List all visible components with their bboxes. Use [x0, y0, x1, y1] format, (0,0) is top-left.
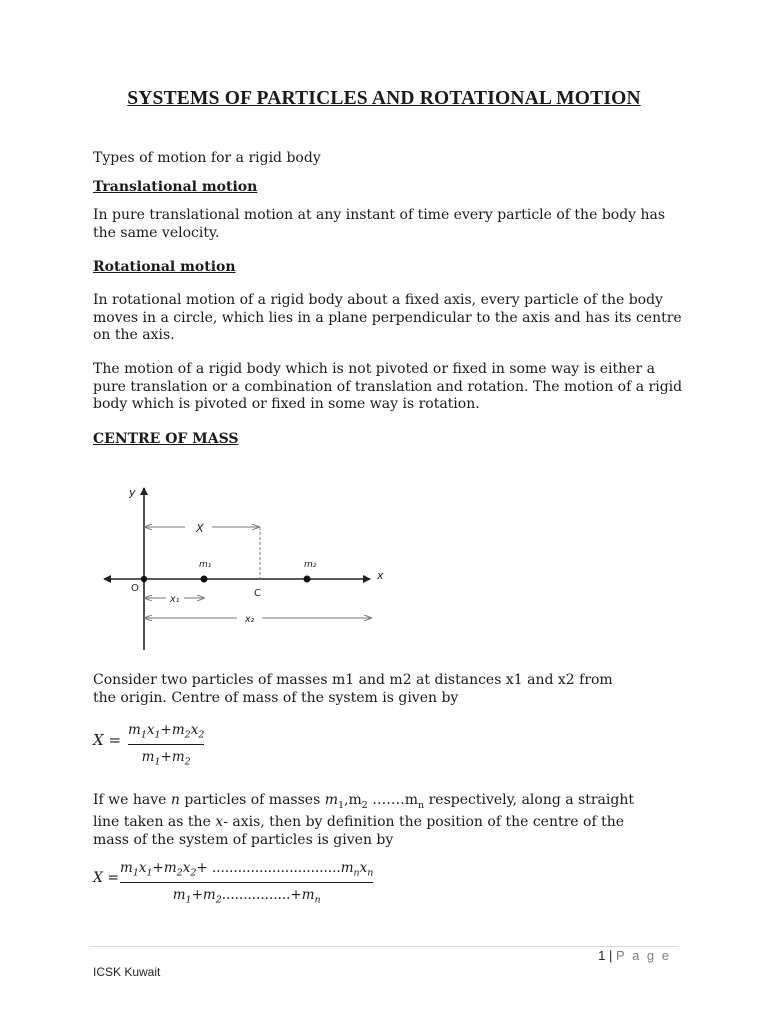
- x1-label: x₁: [170, 594, 180, 605]
- centre-of-mass-diagram: [95, 478, 395, 653]
- centre-of-mass-heading: CENTRE OF MASS: [93, 431, 239, 447]
- footer-divider: [90, 946, 678, 947]
- equation-2-lhs: X =: [93, 870, 120, 886]
- y-axis-label: y: [129, 486, 136, 499]
- com-n-particles-text: [93, 792, 683, 849]
- origin-point: [141, 576, 147, 582]
- mass-1-label: m₁: [199, 560, 212, 570]
- rotational-text-2: The motion of a rigid body which is not pivoted or fixed in some way is either a pure translation or a combination of translation and rotation. The motion of a rigid body which is pivoted or fixed in some way is rotation.: [93, 361, 683, 412]
- translational-text: In pure translational motion at any instant of time every particle of the body has the same velocity.: [93, 207, 666, 241]
- equation-2-denominator: $m_1+m_2................+m_n$: [172, 886, 321, 906]
- mass-1-point: [201, 576, 208, 583]
- rotational-heading: Rotational motion: [93, 259, 236, 275]
- com-n-text-line-1: If we have n particles of masses $m_1,m_2$ $\dots\dots.m_n$ respectively, along a straight: [93, 792, 634, 811]
- footer-organization: ICSK Kuwait: [93, 965, 161, 979]
- origin-label: O: [131, 583, 139, 594]
- com-n-text-line-3: mass of the system of particles is given by: [93, 831, 394, 848]
- centre-label: C: [254, 588, 261, 599]
- X-label: X: [196, 522, 204, 535]
- com-text-line-1: Consider two particles of masses m1 and m2 at distances x1 and x2 from: [93, 672, 613, 688]
- translational-heading: Translational motion: [93, 179, 258, 195]
- equation-1-numerator: $m_1x_1+m_2x_2$: [128, 722, 205, 741]
- equation-2-numerator: $m_1x_1+m_2x_2+ ..............................m_nx_n$: [120, 860, 374, 879]
- intro-text: Types of motion for a rigid body: [93, 150, 321, 166]
- page-number: 1 | P a g e: [598, 948, 671, 963]
- mass-2-point: [304, 576, 311, 583]
- com-two-particles-text: [93, 672, 683, 707]
- x2-label: x₂: [245, 614, 255, 625]
- page-title: SYSTEMS OF PARTICLES AND ROTATIONAL MOTION: [127, 88, 641, 109]
- rotational-text-1: In rotational motion of a rigid body about a fixed axis, every particle of the body moves in a circle, which lies in a plane perpendicular to the axis and has its centre on the axis.: [93, 292, 682, 343]
- equation-1-lhs: X =: [93, 731, 122, 749]
- mass-2-label: m₂: [304, 560, 317, 570]
- com-text-line-2: the origin. Centre of mass of the system is given by: [93, 689, 459, 706]
- equation-1-fraction: [128, 722, 204, 767]
- x-axis-label: x: [377, 569, 384, 582]
- equation-2-fraction: [120, 860, 373, 905]
- com-n-text-line-2: line taken as the x- axis, then by definition the position of the centre of the: [93, 814, 625, 831]
- equation-1-denominator: $m_1+m_2$: [141, 748, 191, 768]
